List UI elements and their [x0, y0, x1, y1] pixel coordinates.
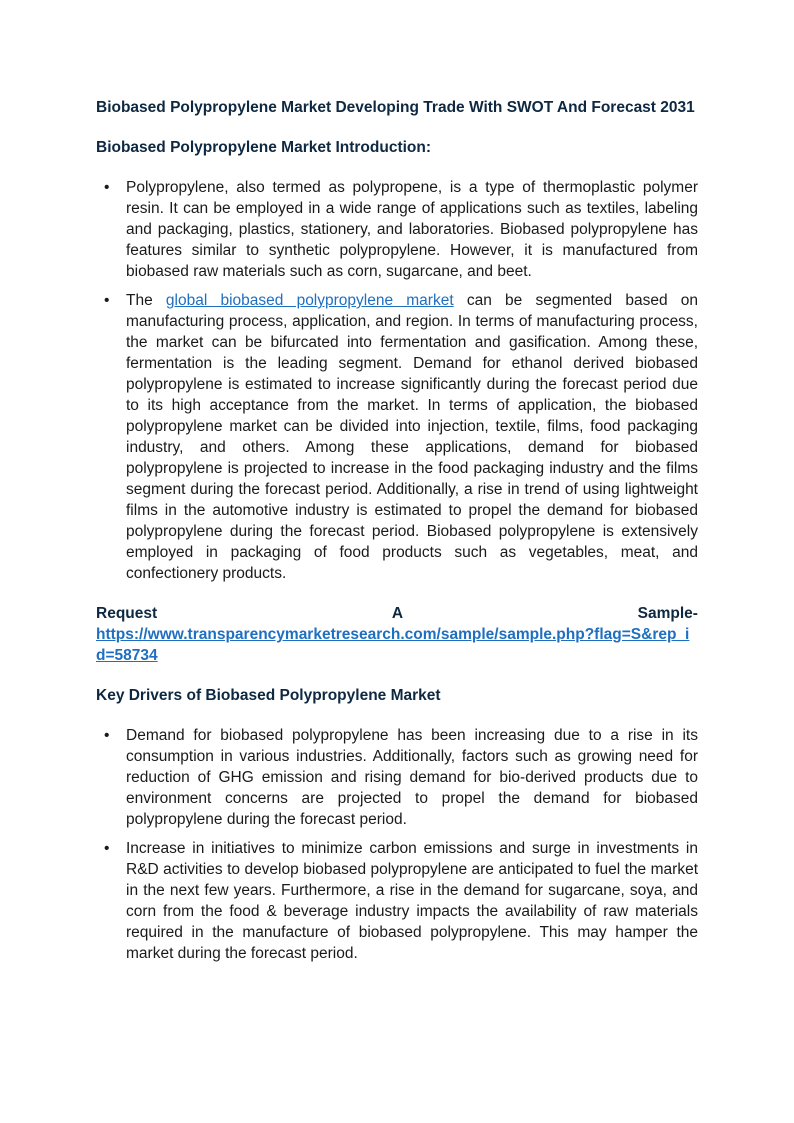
list-item: • Demand for biobased polypropylene has been increasing due to a rise in its consumption in various industries. Additionally, factors such as growing need for reduction of GHG emission and rising demand for bio-derived products due to environment concerns are projected to propel the demand for biobased polypropylene during the forecast period. — [96, 725, 698, 830]
document-title: Biobased Polypropylene Market Developing Trade With SWOT And Forecast 2031 — [96, 99, 695, 116]
request-word: Request — [96, 605, 158, 622]
text: The — [126, 292, 166, 309]
request-word: Sample- — [637, 605, 698, 622]
market-link[interactable]: global biobased polypropylene market — [165, 292, 454, 309]
document-page — [96, 97, 698, 983]
drivers-heading: Key Drivers of Biobased Polypropylene Market — [96, 687, 441, 704]
drivers-list — [96, 725, 698, 964]
sample-link[interactable]: https://www.transparencymarketresearch.com/sample/sample.php?flag=S&rep_id=58734 — [96, 626, 690, 664]
list-item: • Increase in initiatives to minimize carbon emissions and surge in investments in R&D activities to develop biobased polypropylene are anticipated to fuel the market in the next few years. Furthermore, a rise in the demand for sugarcane, soya, and corn from the food & beverage industry impacts the availability of raw materials required in the manufacture of biobased polypropylene. This may hamper the market during the forecast period. — [96, 838, 698, 964]
text: can be segmented based on manufacturing process, application, and region. In terms of manufacturing process, the market can be bifurcated into fermentation and gasification. Among these, fermentation is the leading segment. Demand for ethanol derived biobased polypropylene is estimated to increase significantly during the forecast period due to its high acceptance from the market. In terms of application, the biobased polypropylene market can be divided into injection, textile, films, food packaging industry, and others. Among these applications, demand for biobased polypropylene is projected to increase in the food packaging industry and the films segment during the forecast period. Additionally, a rise in trend of using lightweight films in the automotive industry is estimated to propel the demand for biobased polypropylene during the forecast period. Biobased polypropylene is extensively employed in packaging of food products such as vegetables, meat, and confectionery products. — [126, 292, 699, 582]
request-word: A — [391, 605, 404, 622]
intro-heading: Biobased Polypropylene Market Introduction: — [96, 139, 432, 156]
intro-list — [96, 177, 698, 584]
list-item — [96, 290, 698, 584]
list-item: • Polypropylene, also termed as polypropene, is a type of thermoplastic polymer resin. It can be employed in a wide range of applications such as textiles, labeling and packaging, plastics, stationery, and laboratories. Biobased polypropylene has features similar to synthetic polypropylene. However, it is manufactured from biobased raw materials such as corn, sugarcane, and beet. — [96, 177, 698, 282]
request-sample — [96, 603, 698, 666]
